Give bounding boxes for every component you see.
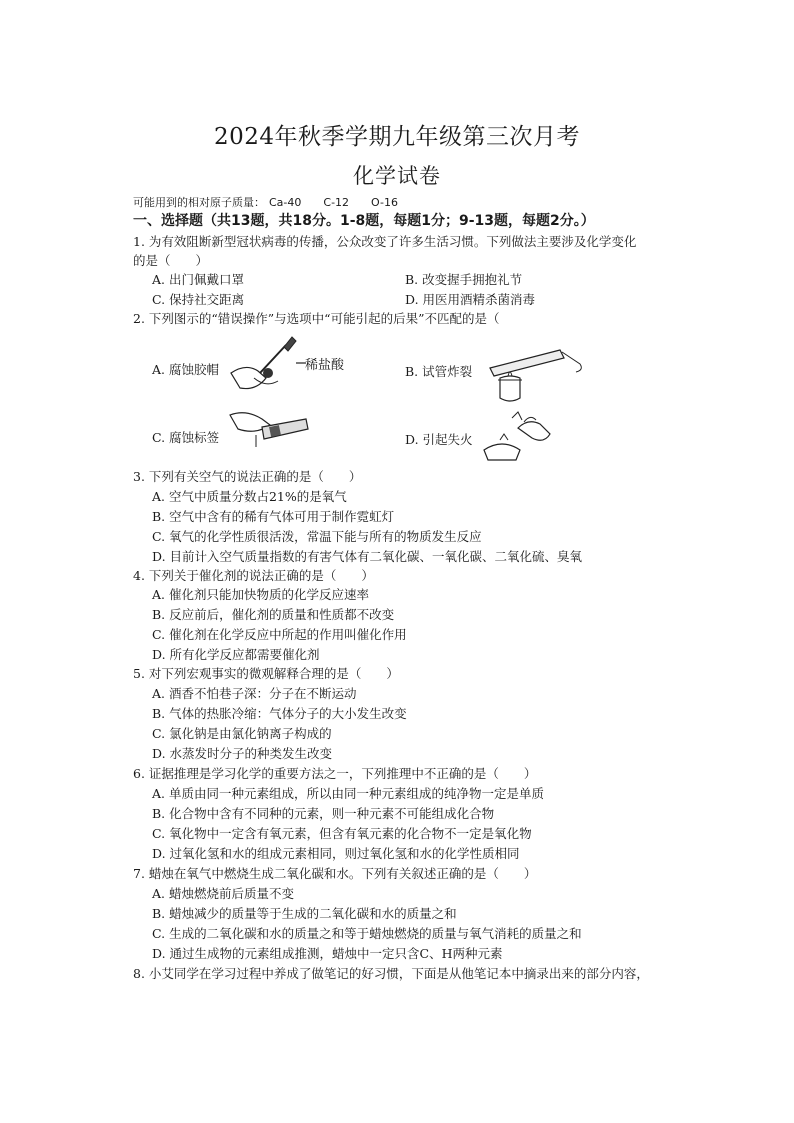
atomic-masses-label: 可能用到的相对原子质量： [133, 196, 265, 209]
q3-stem: 3. 下列有关空气的说法正确的是（ ） [133, 469, 362, 484]
q4-option-b: B. 反应前后，催化剂的质量和性质都不改变 [152, 607, 395, 622]
q6-option-c: C. 氧化物中一定含有氧元素，但含有氧元素的化合物不一定是氧化物 [152, 826, 532, 841]
q5-option-b: B. 气体的热胀冷缩：气体分子的大小发生改变 [152, 706, 407, 721]
q2-stem: 2. 下列图示的“错误操作”与选项中“可能引起的后果”不匹配的是（ [133, 311, 500, 326]
pouring-bottle-illustration [226, 405, 314, 450]
q2-acid-label: 稀盐酸 [305, 358, 345, 373]
q4-option-a: A. 催化剂只能加快物质的化学反应速率 [152, 587, 369, 602]
q3-option-c: C. 氧气的化学性质很活泼，常温下能与所有的物质发生反应 [152, 529, 482, 544]
exam-title: 2024年秋季学期九年级第三次月考 [213, 124, 581, 150]
q1-option-d: D. 用医用酒精杀菌消毒 [405, 292, 536, 307]
atomic-masses [133, 194, 420, 210]
q1-stem-cont: 的是（ ） [133, 253, 209, 268]
q5-option-c: C. 氯化钠是由氯化钠离子构成的 [152, 726, 332, 741]
mass-c: C-12 [323, 196, 350, 209]
q3-option-b: B. 空气中含有的稀有气体可用于制作霓虹灯 [152, 509, 395, 524]
q5-stem: 5. 对下列宏观事实的微观解释合理的是（ ） [133, 666, 399, 681]
q2-option-a: A. 腐蚀胶帽 [152, 362, 219, 377]
q4-option-c: C. 催化剂在化学反应中所起的作用叫催化作用 [152, 627, 407, 642]
q6-option-d: D. 过氧化氢和水的组成元素相同，则过氧化氢和水的化学性质相同 [152, 846, 520, 861]
section-heading-choice: 一、选择题（共13题，共18分。1-8题，每题1分；9-13题，每题2分。） [133, 213, 595, 229]
q4-option-d: D. 所有化学反应都需要催化剂 [152, 647, 320, 662]
q7-option-c: C. 生成的二氧化碳和水的质量之和等于蜡烛燃烧的质量与氧气消耗的质量之和 [152, 926, 582, 941]
q7-option-d: D. 通过生成物的元素组成推测，蜡烛中一定只含C、H两种元素 [152, 946, 503, 961]
exam-subtitle: 化学试卷 [353, 164, 441, 188]
mass-ca: Ca-40 [269, 196, 302, 209]
q1-option-b: B. 改变握手拥抱礼节 [405, 272, 523, 287]
q6-option-a: A. 单质由同一种元素组成，所以由同一种元素组成的纯净物一定是单质 [152, 786, 544, 801]
q7-option-a: A. 蜡烛燃烧前后质量不变 [152, 886, 294, 901]
q1-option-a: A. 出门佩戴口罩 [152, 272, 244, 287]
q7-option-b: B. 蜡烛减少的质量等于生成的二氧化碳和水的质量之和 [152, 906, 457, 921]
q1-stem: 1. 为有效阻断新型冠状病毒的传播，公众改变了许多生活习惯。下列做法主要涉及化学变化 [133, 234, 637, 249]
q2-option-d: D. 引起失火 [405, 432, 473, 447]
q6-stem: 6. 证据推理是学习化学的重要方法之一，下列推理中不正确的是（ ） [133, 766, 537, 781]
q5-option-d: D. 水蒸发时分子的种类发生改变 [152, 746, 333, 761]
q2-option-c: C. 腐蚀标签 [152, 430, 220, 445]
q5-option-a: A. 酒香不怕巷子深：分子在不断运动 [152, 686, 357, 701]
test-tube-heating-illustration [480, 338, 590, 408]
q2-option-b: B. 试管炸裂 [405, 364, 473, 379]
q1-option-c: C. 保持社交距离 [152, 292, 245, 307]
q7-stem: 7. 蜡烛在氧气中燃烧生成二氧化碳和水。下列有关叙述正确的是（ ） [133, 866, 537, 881]
q4-stem: 4. 下列关于催化剂的说法正确的是（ ） [133, 568, 374, 583]
dropper-illustration [226, 333, 306, 398]
q3-option-a: A. 空气中质量分数占21%的是氧气 [152, 489, 347, 504]
q8-stem: 8. 小艾同学在学习过程中养成了做笔记的好习惯，下面是从他笔记本中摘录出来的部分内容， [133, 966, 649, 981]
mass-o: O-16 [371, 196, 398, 209]
q6-option-b: B. 化合物中含有不同种的元素，则一种元素不可能组成化合物 [152, 806, 495, 821]
alcohol-lamp-illustration [478, 408, 558, 463]
q3-option-d: D. 目前计入空气质量指数的有害气体有二氧化碳、一氧化碳、二氧化硫、臭氧 [152, 549, 583, 564]
